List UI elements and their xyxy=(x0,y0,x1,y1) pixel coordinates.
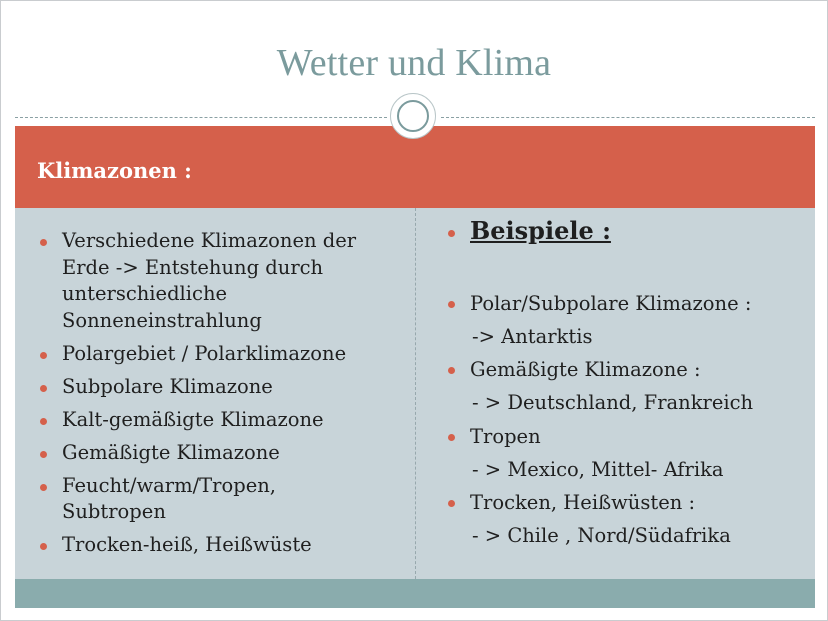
example-detail: -> Antarktis xyxy=(472,325,593,348)
list-item xyxy=(37,440,377,467)
footer-bar xyxy=(15,579,815,608)
list-item-text: Kalt-gemäßigte Klimazone xyxy=(62,407,324,431)
circle-ornament-inner xyxy=(397,100,429,132)
bullet-icon xyxy=(40,543,47,550)
example-label: Tropen xyxy=(470,425,541,448)
beispiele-heading xyxy=(445,216,611,245)
bullet-icon xyxy=(448,301,455,308)
column-divider xyxy=(415,208,416,579)
list-item xyxy=(37,407,377,434)
example-item xyxy=(445,425,541,448)
list-item xyxy=(37,532,377,559)
example-item xyxy=(445,292,751,315)
bullet-icon xyxy=(448,500,455,507)
list-item-text: Subpolare Klimazone xyxy=(62,374,273,398)
circle-ornament-icon xyxy=(390,93,436,139)
bullet-icon xyxy=(448,434,455,441)
example-item xyxy=(445,491,695,514)
bullet-icon xyxy=(448,230,455,237)
example-detail: - > Mexico, Mittel- Afrika xyxy=(472,458,724,481)
bullet-icon xyxy=(40,352,47,359)
section-label: Klimazonen : xyxy=(37,158,192,183)
list-item xyxy=(37,228,377,334)
list-item xyxy=(37,374,377,401)
example-label: Polar/Subpolare Klimazone : xyxy=(470,292,752,315)
list-item-text: Trocken-heiß, Heißwüste xyxy=(62,533,312,556)
example-label: Gemäßigte Klimazone : xyxy=(470,358,701,381)
example-item xyxy=(445,358,701,381)
bullet-icon xyxy=(448,367,455,374)
list-item-text: Verschiedene Klimazonen der Erde -> Entstehung durch unterschiedliche Sonneneinstrahlung xyxy=(62,229,357,332)
beispiele-heading-text: Beispiele : xyxy=(470,216,611,245)
bullet-icon xyxy=(40,451,47,458)
bullet-icon xyxy=(40,418,47,425)
example-label: Trocken, Heißwüsten : xyxy=(470,491,696,514)
example-detail: - > Deutschland, Frankreich xyxy=(472,391,754,414)
list-item-text: Feucht/warm/Tropen, Subtropen xyxy=(62,473,276,523)
content-area xyxy=(15,208,815,579)
list-item-text: Polargebiet / Polarklimazone xyxy=(62,341,347,365)
bullet-icon xyxy=(40,385,47,392)
example-detail: - > Chile , Nord/Südafrika xyxy=(472,524,731,547)
list-item xyxy=(37,341,377,368)
bullet-icon xyxy=(40,239,47,246)
bullet-icon xyxy=(40,484,47,491)
klimazonen-list xyxy=(37,228,377,565)
title-divider-left xyxy=(15,117,387,118)
slide-title: Wetter und Klima xyxy=(276,42,552,84)
list-item-text: Gemäßigte Klimazone xyxy=(62,440,280,464)
list-item xyxy=(37,473,377,526)
title-divider-right xyxy=(441,117,815,118)
